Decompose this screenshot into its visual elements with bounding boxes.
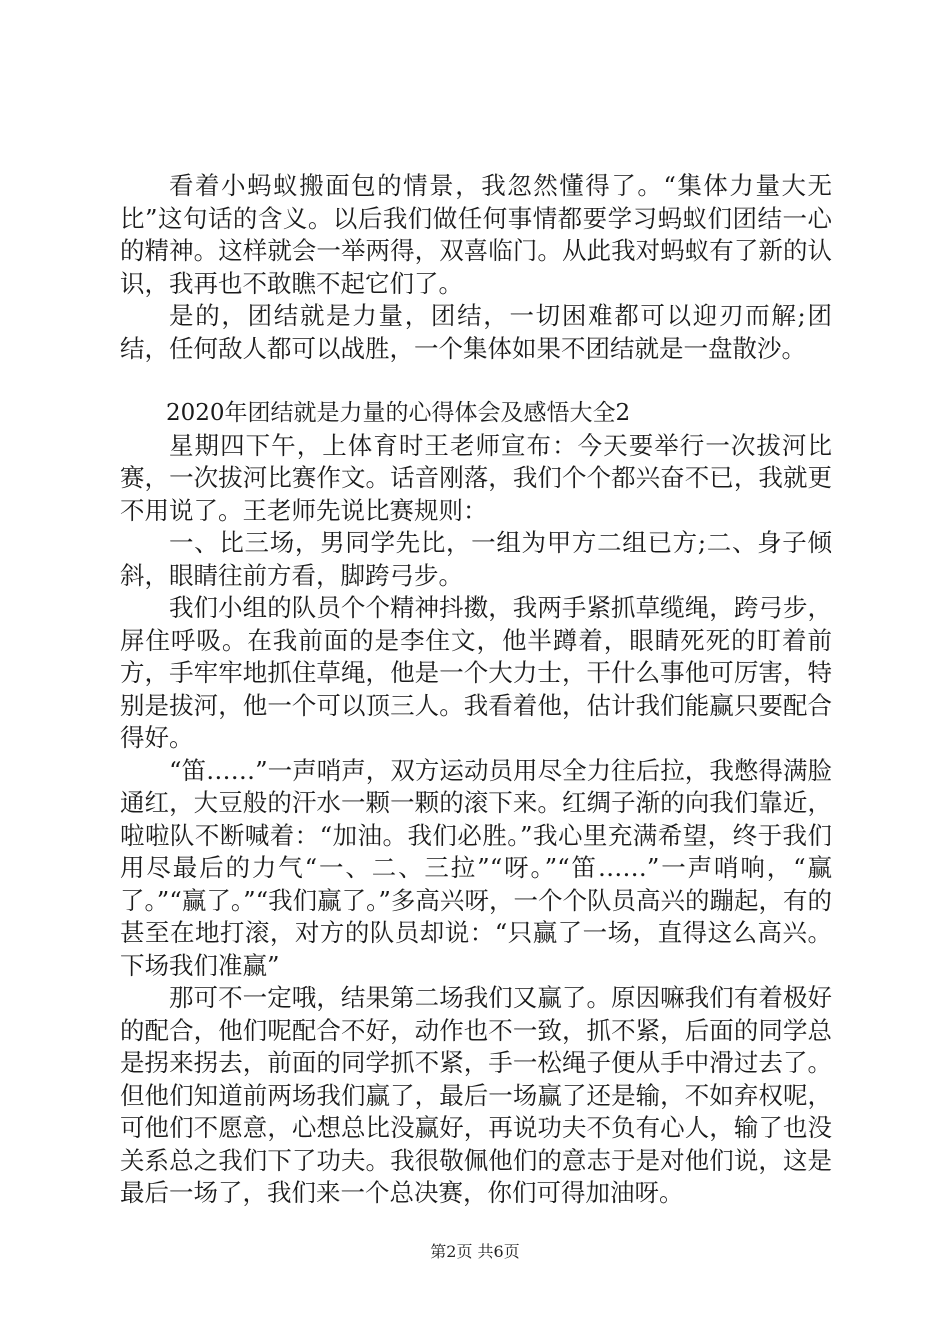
document-body xyxy=(120,170,832,1210)
paragraph-tug-of-war-intro: 星期四下午，上体育时王老师宣布：今天要举行一次拔河比赛，一次拔河比赛作文。话音刚落，我们个个都兴奋不已，我就更不用说了。王老师先说比赛规则： xyxy=(120,430,832,525)
paragraph-first-round: “笛……”一声哨声，双方运动员用尽全力往后拉，我憋得满脸通红，大豆般的汗水一颗一颗的滚下来。红绸子渐的向我们靠近，啦啦队不断喊着：“加油。我们必胜。”我心里充满希望，终于我们用尽最后的力气“一、二、三拉”“呀。”“笛……”一声哨响，“赢了。”“赢了。”“我们赢了。”多高兴呀，一个个队员高兴的蹦起，有的甚至在地打滚，对方的队员却说：“只赢了一场，直得这么高兴。下场我们准赢” xyxy=(120,755,832,980)
section-heading: 2020年团结就是力量的心得体会及感悟大全2 xyxy=(166,400,631,426)
paragraph-unity-strength: 是的，团结就是力量，团结，一切困难都可以迎刃而解;团结，任何敌人都可以战胜，一个集体如果不团结就是一盘散沙。 xyxy=(120,301,832,363)
paragraph-team-ready: 我们小组的队员个个精神抖擞，我两手紧抓草缆绳，跨弓步，屏住呼吸。在我前面的是李住文，他半蹲着，眼睛死死的盯着前方，手牢牢地抓住草绳，他是一个大力士，干什么事他可厉害，特别是拔河，他一个可以顶三人。我看着他，估计我们能赢只要配合得好。 xyxy=(120,593,832,752)
page-footer: 第2页 共6页 xyxy=(430,1242,520,1261)
paragraph-ant-observation: 看着小蚂蚁搬面包的情景，我忽然懂得了。“集体力量大无比”这句话的含义。以后我们做任何事情都要学习蚂蚁们团结一心的精神。这样就会一举两得，双喜临门。从此我对蚂蚁有了新的认识，我再也不敢瞧不起它们了。 xyxy=(120,171,832,298)
paragraph-rules: 一、比三场，男同学先比，一组为甲方二组已方;二、身子倾斜，眼睛往前方看，脚跨弓步。 xyxy=(120,528,832,590)
paragraph-second-round: 那可不一定哦，结果第二场我们又赢了。原因嘛我们有着极好的配合，他们呢配合不好，动作也不一致，抓不紧，后面的同学总是拐来拐去，前面的同学抓不紧，手一松绳子便从手中滑过去了。但他们知道前两场我们赢了，最后一场赢了还是输，不如弃权呢，可他们不愿意，心想总比没赢好，再说功夫不负有心人，输了也没关系总之我们下了功夫。我很敬佩他们的意志于是对他们说，这是最后一场了，我们来一个总决赛，你们可得加油呀。 xyxy=(120,983,832,1207)
